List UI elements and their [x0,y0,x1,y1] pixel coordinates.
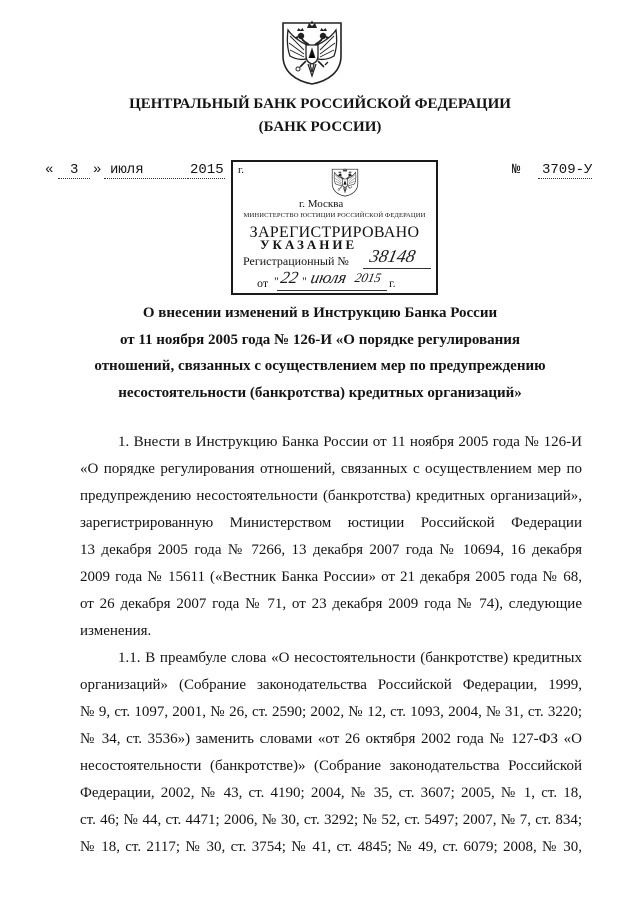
body-line: ст. 46; № 44, ст. 4471; 2006, № 30, ст. 3292; № 52, ст. 5497; 2007, № 7, ст. 834; [80,812,582,828]
document-title [0,300,640,407]
bank-short-name-heading: (БАНК РОССИИ) [258,119,382,135]
document-body [80,429,582,861]
stamp-emblem-icon [330,167,360,197]
title-line: от 11 ноября 2005 года № 126-И «О порядке регулирования [119,331,521,348]
body-line: несостоятельности (банкротстве)» (Собрание законодательства Российской [80,758,582,774]
body-line: предупреждению несостоятельности (банкротства) кредитных организаций», [80,488,582,504]
body-line: № 18, ст. 2117; № 30, ст. 3754; № 41, ст. 4845; № 49, ст. 6079; 2008, № 30, [80,839,582,855]
stamp-reg-label: Регистрационный № [243,254,349,268]
date-day: 3 [70,162,79,178]
body-line: от 26 декабря 2007 года № 71, от 23 декабря 2009 года № 74), следующие [80,596,582,612]
body-line: № 9, ст. 1097, 2001, № 26, ст. 2590; 2002, № 12, ст. 1093, 2004, № 31, ст. 3220; [80,704,582,720]
date-month: июля [110,162,144,178]
body-line: организаций» (Собрание законодательства Российской Федерации, 1999, [80,677,582,693]
registration-stamp [231,160,438,295]
date-close-quote: » [93,162,102,178]
doc-number-underline [538,178,592,179]
body-line: изменения. [80,623,152,639]
stamp-ministry: МИНИСТЕРСТВО ЮСТИЦИИ РОССИЙСКОЙ ФЕДЕРАЦИИ [243,212,426,219]
body-line: зарегистрированную Министерством юстиции Российской Федерации [80,515,582,531]
paragraph [80,429,582,645]
stamp-date-quote-close: " [302,274,307,288]
doc-number-value: 3709-У [542,162,593,178]
body-line: № 34, ст. 3536») заменить словами «от 26 октября 2002 года № 127-ФЗ «О [80,731,582,747]
bank-name-heading: ЦЕНТРАЛЬНЫЙ БАНК РОССИЙСКОЙ ФЕДЕРАЦИИ [129,96,511,112]
stamp-city: г. Москва [299,198,344,210]
stamp-date-quote-open: " [274,274,279,288]
date-day-underline [58,178,90,179]
date-month-underline [104,178,186,179]
title-line: отношений, связанных с осуществлением мер по предупреждению [94,358,546,375]
stamp-date-suffix: г. [389,276,396,290]
date-open-quote: « [45,162,54,178]
body-line: 1.1. В преамбуле слова «О несостоятельности (банкротстве) кредитных [118,650,582,666]
stamp-date-prefix: от [257,276,269,290]
date-year: 2015 [190,162,224,178]
body-line: 1. Внести в Инструкцию Банка России от 11 ноября 2005 года № 126-И [118,434,582,450]
stamp-doc-type: УКАЗАНИЕ [260,237,358,252]
title-line: несостоятельности (банкротства) кредитных организаций» [118,385,522,402]
body-line: 2009 года № 15611 («Вестник Банка России» от 21 декабря 2005 года № 68, [80,569,582,585]
stamp-city-prefix: г. [238,164,245,176]
body-line: 13 декабря 2005 года № 7266, 13 декабря 2007 года № 10694, 16 декабря [80,542,582,558]
emblem-icon [278,18,346,86]
date-year-underline [187,178,225,179]
stamp-reg-number: 38148 [367,246,418,266]
title-line: О внесении изменений в Инструкцию Банка России [142,305,498,321]
stamp-date-year: 2015 [353,270,383,285]
body-line: Федерации, 2002, № 43, ст. 4190; 2004, № 35, ст. 3607; 2005, № 1, ст. 18, [80,785,582,801]
doc-number-sign: № [512,162,521,178]
stamp-date-underline [277,290,387,291]
stamp-date-day: 22 [279,268,301,287]
paragraph [80,645,582,861]
stamp-registered: ЗАРЕГИСТРИРОВАНО [249,224,420,241]
stamp-reg-underline [363,268,431,269]
stamp-date-month: июля [309,268,349,287]
body-line: «О порядке регулирования отношений, связанных с осуществлением мер по [80,461,582,477]
